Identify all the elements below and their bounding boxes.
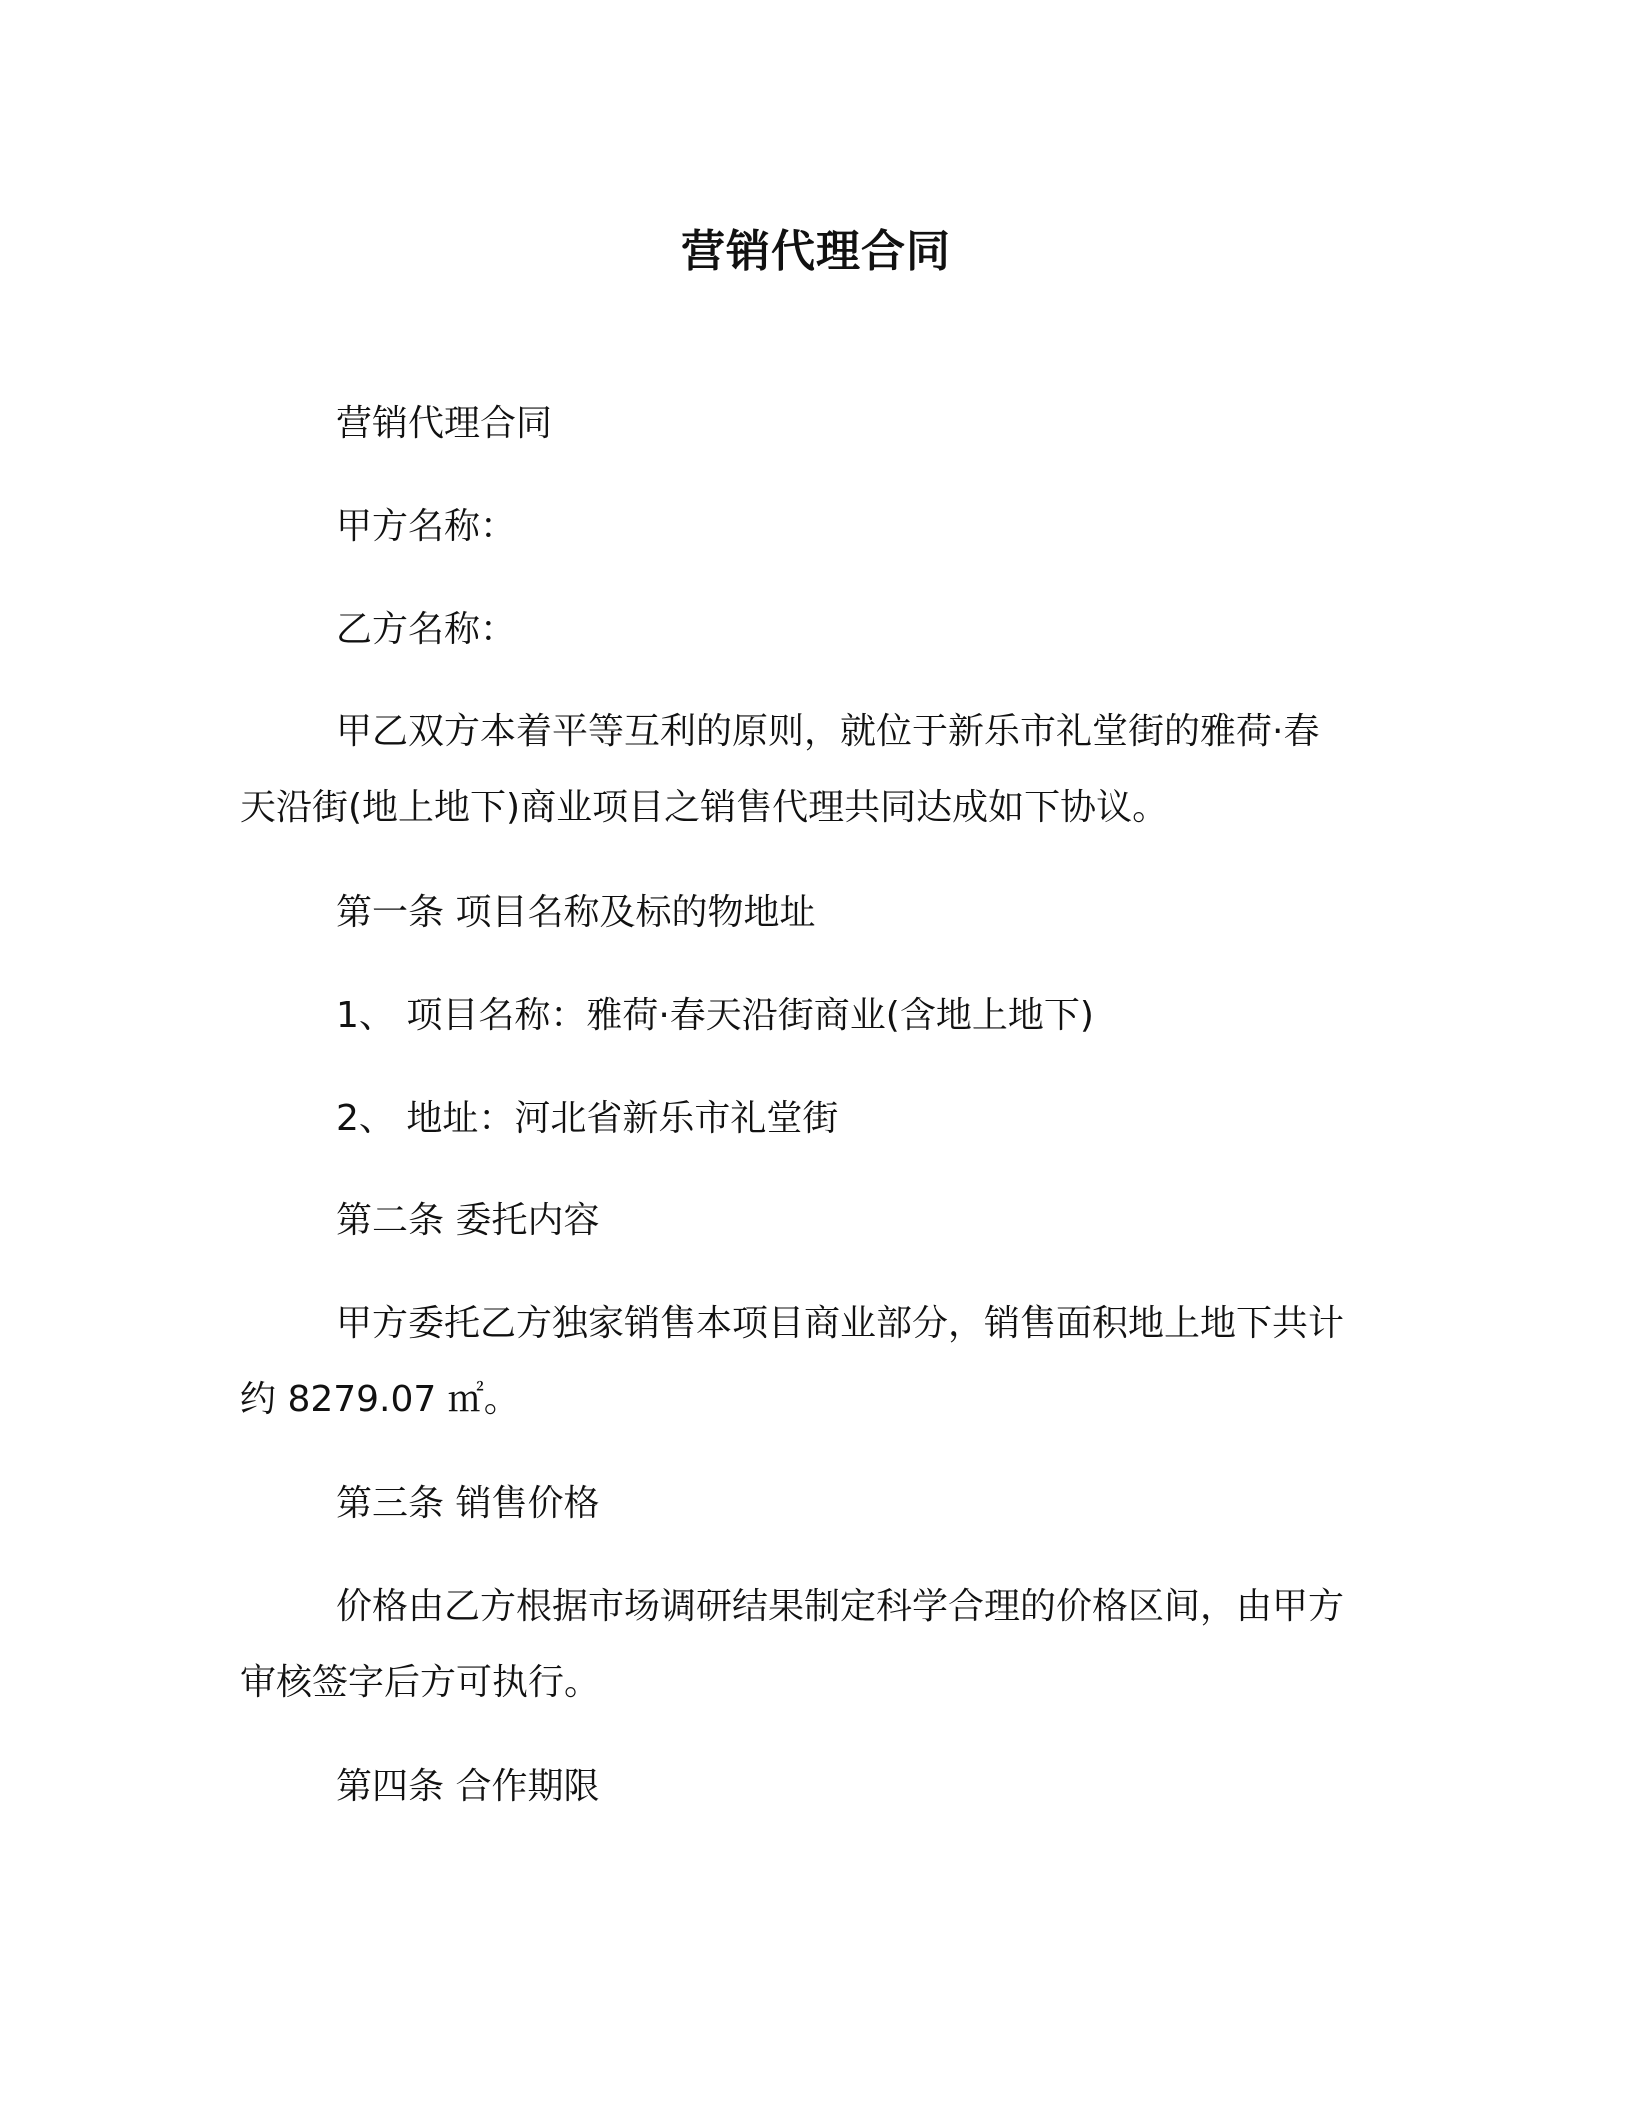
- article1-heading-paragraph: [240, 875, 1372, 951]
- intro-line-1: 甲乙双方本着平等互利的原则，就位于新乐市礼堂街的雅荷·春: [336, 711, 1320, 752]
- intro-paragraph: [240, 694, 1372, 846]
- article2-body-paragraph: [240, 1286, 1372, 1438]
- subtitle-text: 营销代理合同: [336, 403, 553, 444]
- article2-line-2: 约 8279.07 ㎡。: [240, 1379, 520, 1420]
- article2-line-1: 甲方委托乙方独家销售本项目商业部分，销售面积地上地下共计: [336, 1303, 1345, 1344]
- party-b-label: 乙方名称：: [336, 609, 517, 650]
- party-a-label: 甲方名称：: [336, 506, 517, 547]
- article1-item2: 2、 地址：河北省新乐市礼堂街: [336, 1098, 839, 1139]
- subtitle-paragraph: [240, 386, 1372, 462]
- article3-heading: 第三条 销售价格: [336, 1483, 600, 1524]
- article1-item1-paragraph: [240, 978, 1372, 1054]
- document-title: 营销代理合同: [681, 226, 951, 277]
- article1-item2-paragraph: [240, 1081, 1372, 1157]
- article4-heading: 第四条 合作期限: [336, 1766, 600, 1807]
- party-b-paragraph: [240, 592, 1372, 668]
- intro-line-2: 天沿街(地上地下)商业项目之销售代理共同达成如下协议。: [240, 787, 1169, 828]
- article3-line-2: 审核签字后方可执行。: [240, 1662, 601, 1703]
- article3-body-paragraph: [240, 1569, 1372, 1721]
- article2-heading: 第二条 委托内容: [336, 1200, 600, 1241]
- article4-heading-paragraph: [240, 1749, 1372, 1825]
- article3-line-1: 价格由乙方根据市场调研结果制定科学合理的价格区间，由甲方: [336, 1586, 1345, 1627]
- article2-heading-paragraph: [240, 1183, 1372, 1259]
- article1-item1: 1、 项目名称：雅荷·春天沿街商业(含地上地下): [336, 995, 1094, 1036]
- article1-heading: 第一条 项目名称及标的物地址: [336, 892, 816, 933]
- party-a-paragraph: [240, 489, 1372, 565]
- article3-heading-paragraph: [240, 1466, 1372, 1542]
